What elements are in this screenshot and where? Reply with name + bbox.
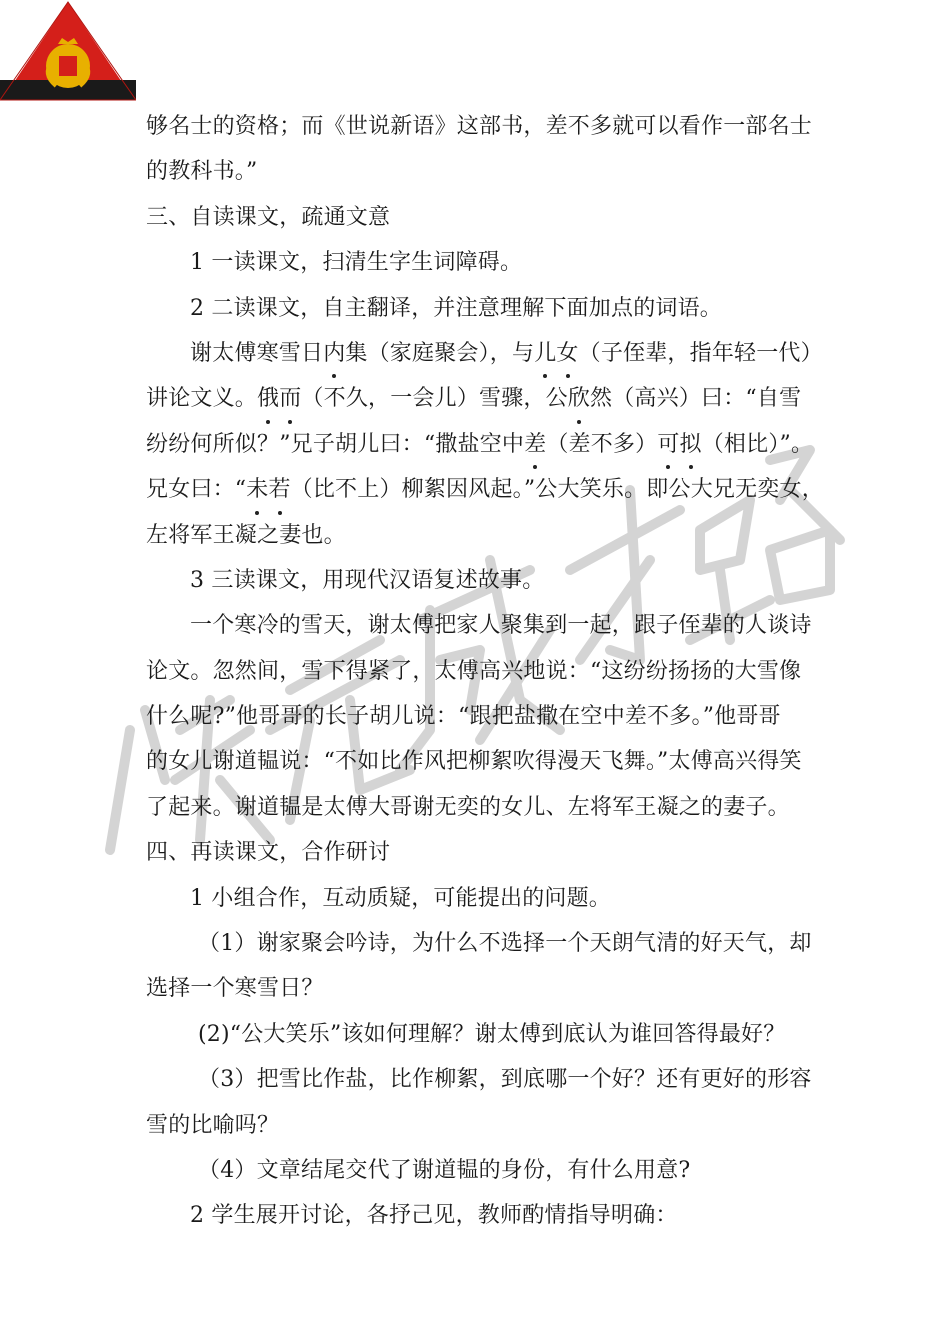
emphasis-char: 若 [268, 467, 290, 512]
text-line [146, 286, 810, 331]
text-line [146, 1148, 810, 1193]
emphasis-char: 欣 [568, 376, 590, 421]
text-segment: （相比）”。 [701, 431, 814, 457]
text-segment: （差不多） [546, 431, 658, 457]
text-line [146, 694, 810, 739]
text-line [146, 739, 810, 784]
emphasis-char: 俄 [257, 376, 279, 421]
text-segment: 1 一读课文，扫清生字生词障碍。 [190, 250, 523, 276]
text-segment: 一个寒冷的雪天，谢太傅把家人聚集到一起，跟子侄辈的人谈诗 [190, 613, 812, 639]
brand-logo-icon [0, 0, 136, 104]
text-segment: （子侄辈，指年轻一代） [578, 340, 823, 366]
document-body [146, 104, 824, 1239]
text-line [146, 649, 810, 694]
text-line [146, 876, 810, 921]
text-segment: (2)“公大笑乐”该如何理解？谢太傅到底认为谁回答得最好？ [198, 1021, 786, 1047]
emphasis-char: 可 [657, 422, 679, 467]
emphasis-char: 未 [246, 467, 268, 512]
text-segment: 谢太傅寒雪日 [190, 340, 324, 366]
text-segment: 3 三读课文，用现代汉语复述故事。 [190, 567, 545, 593]
emphasis-char: 儿 [534, 331, 556, 376]
emphasis-char: 内 [323, 331, 345, 376]
text-line [146, 422, 814, 467]
text-segment: 左将军王凝之妻也。 [146, 522, 346, 548]
text-segment: （4）文章结尾交代了谢道韫的身份，有什么用意? [198, 1157, 691, 1183]
emphasis-char: 而 [279, 376, 301, 421]
text-line [146, 240, 810, 285]
text-line [146, 195, 810, 240]
text-segment: 集（家庭聚会），与 [345, 340, 535, 366]
text-line [146, 830, 810, 875]
text-line [146, 785, 810, 830]
text-segment: 兄女曰：“ [146, 477, 247, 503]
text-segment: （比不上）柳絮因风起。”公大笑乐。即公大兄无奕女， [290, 477, 824, 503]
text-line [146, 1012, 810, 1057]
text-segment: 四、再读课文，合作研讨 [146, 840, 391, 866]
text-line [146, 921, 810, 966]
text-line [146, 1193, 810, 1238]
text-line [146, 149, 810, 194]
text-segment: 然（高兴）曰：“自雪 [590, 386, 802, 412]
text-line [146, 513, 810, 558]
text-segment: 什么呢?”他哥哥的长子胡儿说：“跟把盐撒在空中差不多。”他哥哥 [146, 704, 781, 730]
text-line [146, 966, 810, 1011]
emphasis-char: 女 [556, 331, 578, 376]
text-segment: 够名士的资格；而《世说新语》这部书，差不多就可以看作一部名士 [146, 114, 813, 139]
text-segment: 的女儿谢道韫说：“不如比作风把柳絮吹得漫天飞舞。”太傅高兴得笑 [146, 749, 802, 775]
text-line [146, 331, 823, 376]
text-segment: （1）谢家聚会吟诗，为什么不选择一个天朗气清的好天气，却 [198, 931, 812, 957]
text-segment: （不久，一会儿）雪骤，公 [301, 386, 568, 412]
text-segment: 论文。忽然间，雪下得紧了，太傅高兴地说：“这纷纷扬扬的大雪像 [146, 658, 802, 684]
emphasis-char: 差 [524, 422, 546, 467]
text-segment: （3）把雪比作盐，比作柳絮，到底哪一个好？还有更好的形容 [198, 1067, 812, 1093]
text-line [146, 1103, 810, 1148]
text-segment: 的教科书。” [146, 159, 258, 185]
emphasis-char: 拟 [680, 422, 702, 467]
text-segment: 2 二读课文，自主翻译，并注意理解下面加点的词语。 [190, 295, 722, 321]
text-segment: 讲论文义。 [146, 386, 258, 412]
text-segment: 纷纷何所似？”兄子胡儿曰：“撒盐空中 [146, 431, 525, 457]
text-line [146, 558, 810, 603]
text-segment: 了起来。谢道韫是太傅大哥谢无奕的女儿、左将军王凝之的妻子。 [146, 794, 790, 820]
text-segment: 三、自读课文，疏通文意 [146, 204, 391, 230]
text-line [146, 603, 810, 648]
text-line [146, 104, 813, 149]
text-line [146, 376, 810, 421]
text-segment: 2 学生展开讨论，各抒己见，教师酌情指导明确： [190, 1203, 678, 1229]
text-segment: 1 小组合作，互动质疑，可能提出的问题。 [190, 885, 611, 911]
text-line [146, 1057, 810, 1102]
text-line [146, 467, 824, 512]
text-segment: 选择一个寒雪日？ [146, 976, 324, 1002]
text-segment: 雪的比喻吗？ [146, 1112, 280, 1138]
